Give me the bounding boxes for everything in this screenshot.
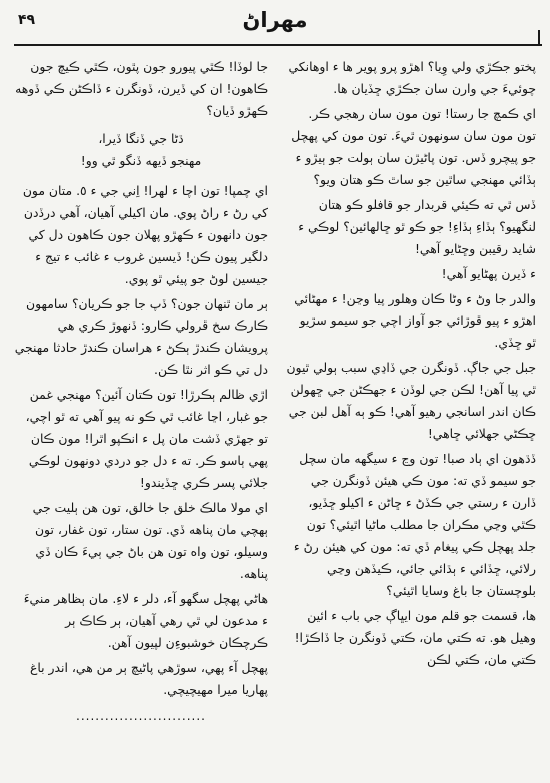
- page-number: ۴۹: [18, 12, 36, 28]
- header-rule: [14, 44, 542, 46]
- left-column: [14, 56, 268, 764]
- paragraph: ها، قسمت جو قلم مون ايڀاڳ جي باب ء ائين وهيل هو. ته ڪتي مان، ڪتي ڏونگرن جا ڏاڪڙا! ڪتي مان، ڪتي لڪن: [294, 608, 536, 667]
- paragraph: جبل جي جاڳ. ڏونگرن جي ڏاڍي سبب ٻولي ٿيون ٿي پيا آهن! لڪن جي لوڏن ء جهڪڻن جي ڇهولن ڪان اندر اسانجي رهيو آهي! ڪو ٻه آهل لبن جي ڇڪڻي جهلائي ڇاهي!: [286, 360, 536, 441]
- paragraph: ٻر مان ٿنهان جون؟ ڏپ جا جو ڪريان؟ سامهون ڪارڪ سخ ڦرولي ڪارو: ڏنهوڙ ڪري هي پرويشان ڪندڙ ٻڪڻ ء هراسان ڪندڙ حادثا مهنجي دل تي ڪو اثر نٿا ڪن.: [14, 296, 268, 377]
- paragraph: پختو جڪڙي ولي وِيا؟ اهڙو پرو پوير ها ء اوهانکي چوئيءَ جي وارن سان جڪڙي ڇڏيان ها.: [288, 59, 536, 96]
- right-column: [286, 56, 536, 764]
- paragraph: ڏس ٿي ته ڪيئي قربدار جو قافلو ڪو هتان لنگهيو؟ ٻڏاءِ ٻڏاءِ! جو ڪو ٿو ڇالهائين؟ لوڪي ء شايد رقيبن وڇڻايو آهي!: [298, 197, 536, 256]
- paragraph: پهچل آء پهي، سوڙهي پاڻيچ ٻر من هي، اندر باغ پهاريا ميرا مهيچيچي.: [30, 660, 268, 697]
- paragraph: اي چمپا! تون اچا ء لهرا! اِني جي ء ٥. متان مون کي رڻ ء راڻ پوي. مان اکيلي آهيان، آهي درڏدن جون دانهون ء ڪهڙو پهلان جون ڪاهون دل کي دلگير پيون ڪن! ڏيسين غروب ء غائب ء تيج ء جيسين لوڻ جو پيئي ٿو پوي.: [22, 183, 268, 286]
- verse-line: مهنجو ڏيهه ڏنگو ٿي وو!: [80, 153, 202, 168]
- paragraph: هاڻي پهچل سگهو آء، دلر ء لاءِ. مان ٻظاهر منيءَ ء مدعون لي ٿي رهي آهيان، ٻر ڪاڪ ٻر ڪرچڪان خوشبوءِن لپيون آهن.: [23, 591, 268, 650]
- header-rule-tick: [538, 30, 540, 46]
- paragraph: اي ڪمچ جا رستا! تون مون سان رهجي ڪر. تون مون سان سونهون ٿيءَ. تون مون کي پهچل جو پيچرو ڏس. تون پاڻيڙن سان ٻولت جو ٻيڙو ء ٻڏائي مهنجي ساٿين جو ساٿ ڪو هتان ويو؟: [291, 106, 536, 187]
- closing-dots: ...........................: [76, 709, 206, 723]
- verse-couplet: [14, 128, 268, 172]
- paragraph: والدر جا وڻ ء وڻا ڪان وهلور پيا وڃن! ء مهڻائي اهڙو ء پيو ڦوڙائي جو آواز اچي جو سيمو سڙيو ٿو ڇڏي.: [294, 291, 536, 350]
- running-title: مهراڻ: [242, 8, 308, 32]
- paragraph: ء ڏيرن پهڻايو آهي!: [441, 266, 536, 281]
- paragraph: ڏڌهون اي ٻاد صبا! تون وڃ ء سيگهه مان سچل جو سيمو ڏي ته: مون ڪي هيئن ڏونگرن جي ڏارن ء رستي جي ڪڏڻ ء ڇاڻن ء اکيلو ڇڏيو، ڪٿي وڃي مڪران جا مطلب ماڻيا اٿيئي؟ تون جلد پهچل ڪي پيغام ڏي ته: مون کي هيئن رڻ ء رلائي، ڇڏائي ء ٻڌائي جائي، ڪيڏهن وڃي بلوچستان جا باغ وسايا اٿيئي؟: [293, 451, 536, 598]
- verse-line: ڌڻا جي ڏنگا ڏيرا،: [98, 131, 184, 146]
- paragraph: اي مولا مالڪ خلق جا خالق، تون هن ٻليت جي ٻهچي مان پناهه ڏي. تون ستار، تون غفار، تون وسيلو، تون واه تون هن باڻ جي ٻيءَ ڪان ڏي پناهه.: [32, 500, 268, 581]
- paragraph: جا لوڏا! ڪٿي پيورو جون پٿون، ڪٿي ڪيچ جون ڪاهون! ان کي ڏيرن، ڏونگرن ء ڏاڪڻن ڪي ڏوهه ڪهڙو ڏيان؟: [15, 59, 268, 118]
- paragraph: اڙي ظالم ٻڪرڙا! تون ڪتان آئين؟ مهنجي غمن جو غبار، اڃا غائب ٿي ڪو نه پيو آهي ته ٿو اچي، تو جهڙي ڏشت مان پل ء انڪپو اٿرا! مون ڪان پهي ٻاسو ڪر. ته ء دل جو دردي دونهون لوڪي جلائي پسر ڪري ڇڏيندو!: [25, 387, 268, 490]
